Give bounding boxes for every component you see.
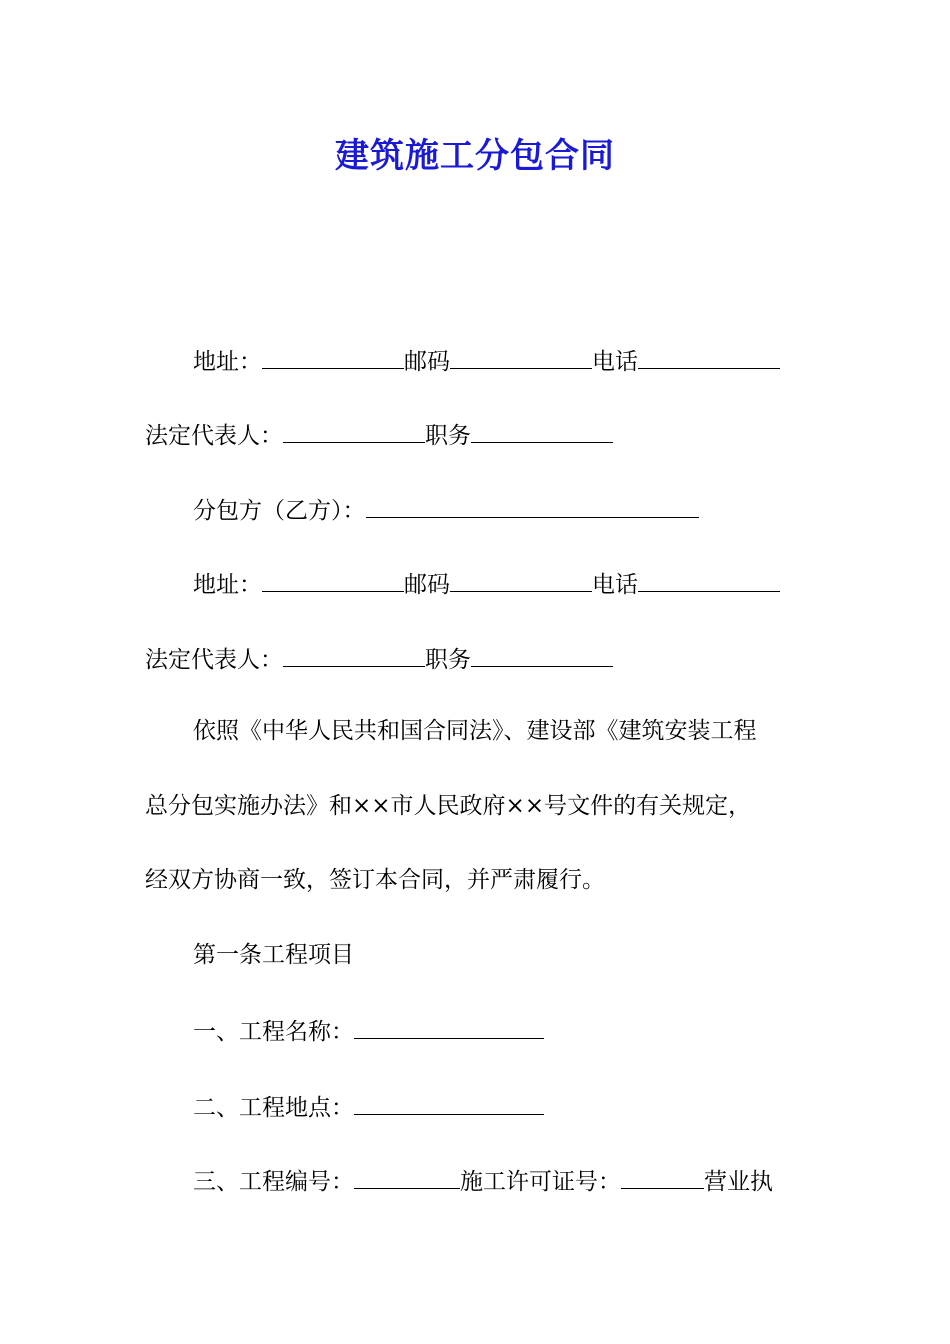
article1-item2 <box>193 1090 810 1123</box>
project-location-label: 二、工程地点： <box>193 1095 354 1121</box>
legal-rep-label: 法定代表人： <box>145 423 283 449</box>
project-number-label: 三、工程编号： <box>193 1169 354 1195</box>
position-label: 职务 <box>425 647 471 673</box>
article1-heading: 第一条工程项目 <box>193 942 354 968</box>
legal-rep-label: 法定代表人： <box>145 647 283 673</box>
partyA-contact-line <box>193 344 810 377</box>
position-blank <box>471 418 613 443</box>
postcode-label: 邮码 <box>404 572 450 598</box>
preamble-line-3: 经双方协商一致，签订本合同，并严肃履行。 <box>145 867 605 893</box>
address-blank <box>262 344 404 369</box>
article1-item1 <box>193 1014 810 1047</box>
partyA-legal-line <box>145 418 810 451</box>
partyB-line <box>193 493 810 526</box>
phone-blank <box>638 567 780 592</box>
partyB-name-blank <box>366 493 699 518</box>
preamble-line-2: 总分包实施办法》和××市人民政府××号文件的有关规定， <box>145 793 752 819</box>
project-number-blank <box>354 1164 460 1189</box>
position-label: 职务 <box>425 423 471 449</box>
address-label: 地址： <box>193 572 262 598</box>
article1-item3 <box>193 1164 810 1197</box>
postcode-blank <box>450 344 592 369</box>
partyB-legal-line <box>145 642 810 675</box>
preamble-line-1: 依照《中华人民共和国合同法》、建设部《建筑安装工程 <box>193 718 757 744</box>
partyB-contact-line <box>193 567 810 600</box>
address-label: 地址： <box>193 349 262 375</box>
partyB-label: 分包方（乙方）： <box>193 498 366 524</box>
phone-label: 电话 <box>592 349 638 375</box>
permit-number-blank <box>621 1164 704 1189</box>
legal-rep-blank <box>283 642 425 667</box>
document-title: 建筑施工分包合同 <box>335 136 615 176</box>
position-blank <box>471 642 613 667</box>
legal-rep-blank <box>283 418 425 443</box>
phone-blank <box>638 344 780 369</box>
postcode-label: 邮码 <box>404 349 450 375</box>
project-location-blank <box>354 1090 544 1115</box>
business-license-label: 营业执 <box>704 1169 773 1195</box>
postcode-blank <box>450 567 592 592</box>
project-name-label: 一、工程名称： <box>193 1019 354 1045</box>
address-blank <box>262 567 404 592</box>
phone-label: 电话 <box>592 572 638 598</box>
permit-number-label: 施工许可证号： <box>460 1169 621 1195</box>
project-name-blank <box>354 1014 544 1039</box>
